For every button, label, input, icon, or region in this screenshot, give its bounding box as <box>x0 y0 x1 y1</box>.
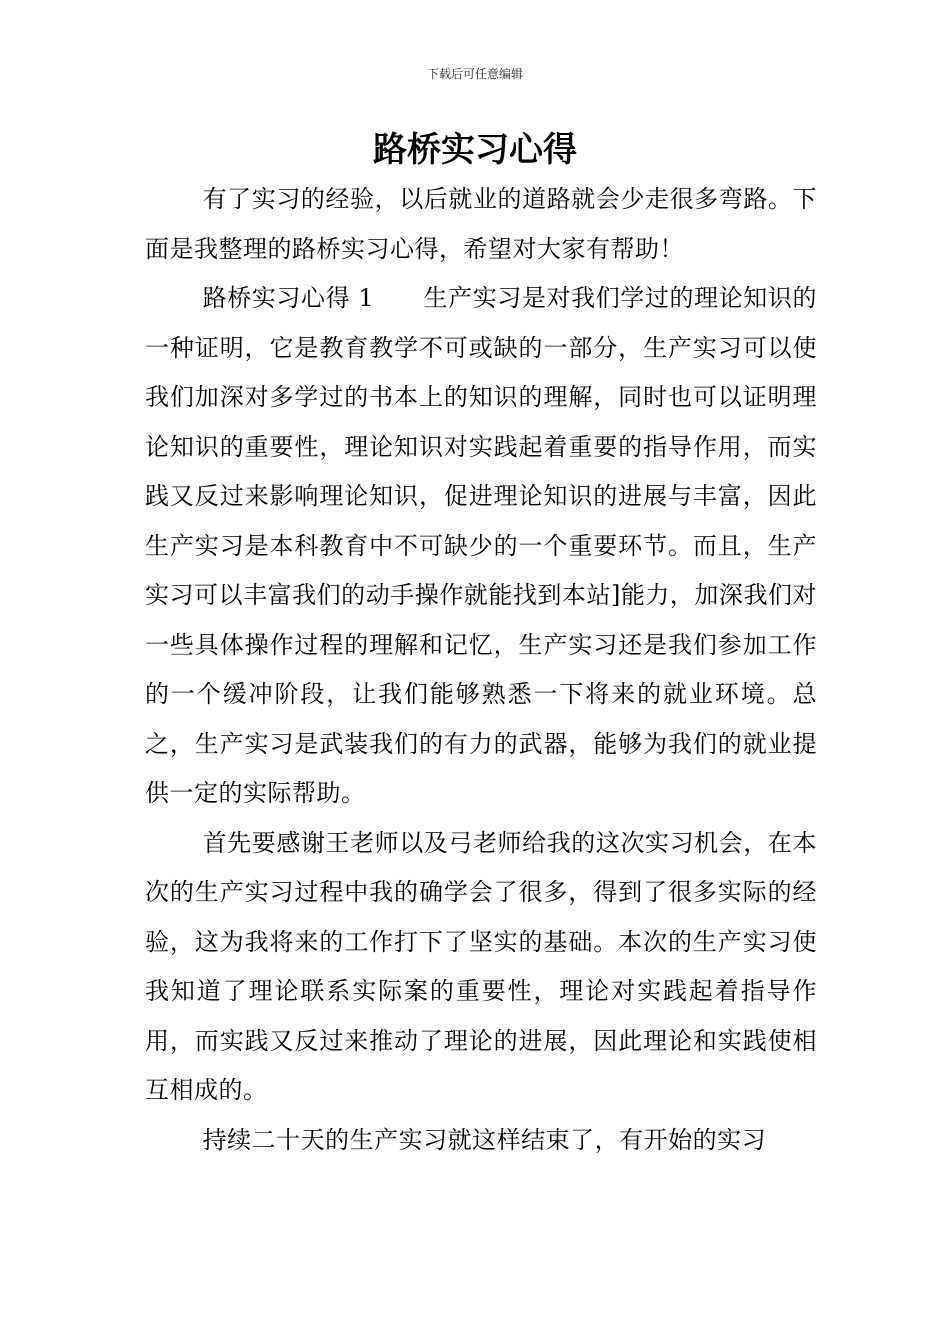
paragraph-section-1: 路桥实习心得 1 生产实习是对我们学过的理论知识的一种证明，它是教育教学不可或缺的一部分，生产实习可以使我们加深对多学过的书本上的知识的理解，同时也可以证明理论知识的重要性，理论知识对实践起着重要的指导作用，而实践又反过来影响理论知识，促进理论知识的进展与丰富，因此生产实习是本科教育中不可缺少的一个重要环节。而且，生产实习可以丰富我们的动手操作就能找到本站]能力，加深我们对一些具体操作过程的理解和记忆，生产实习还是我们参加工作的一个缓冲阶段，让我们能够熟悉一下将来的就业环境。总之，生产实习是武装我们的有力的武器，能够为我们的就业提供一定的实际帮助。 <box>145 284 817 807</box>
paragraph-intro: 有了实习的经验，以后就业的道路就会少走很多弯路。下面是我整理的路桥实习心得，希望对大家有帮助！ <box>145 185 817 263</box>
header-note: 下载后可任意编辑 <box>426 67 523 81</box>
paragraph-conclusion: 持续二十天的生产实习就这样结束了，有开始的实习 <box>202 1125 767 1154</box>
document-title: 路桥实习心得 <box>373 130 577 170</box>
document-body <box>145 175 817 1165</box>
paragraph-thanks: 首先要感谢王老师以及弓老师给我的这次实习机会，在本次的生产实习过程中我的确学会了很多，得到了很多实际的经验，这为我将来的工作打下了坚实的基础。本次的生产实习使我知道了理论联系实际案的重要性，理论对实践起着指导作用，而实践又反过来推动了理论的进展，因此理论和实践使相互相成的。 <box>145 828 817 1104</box>
